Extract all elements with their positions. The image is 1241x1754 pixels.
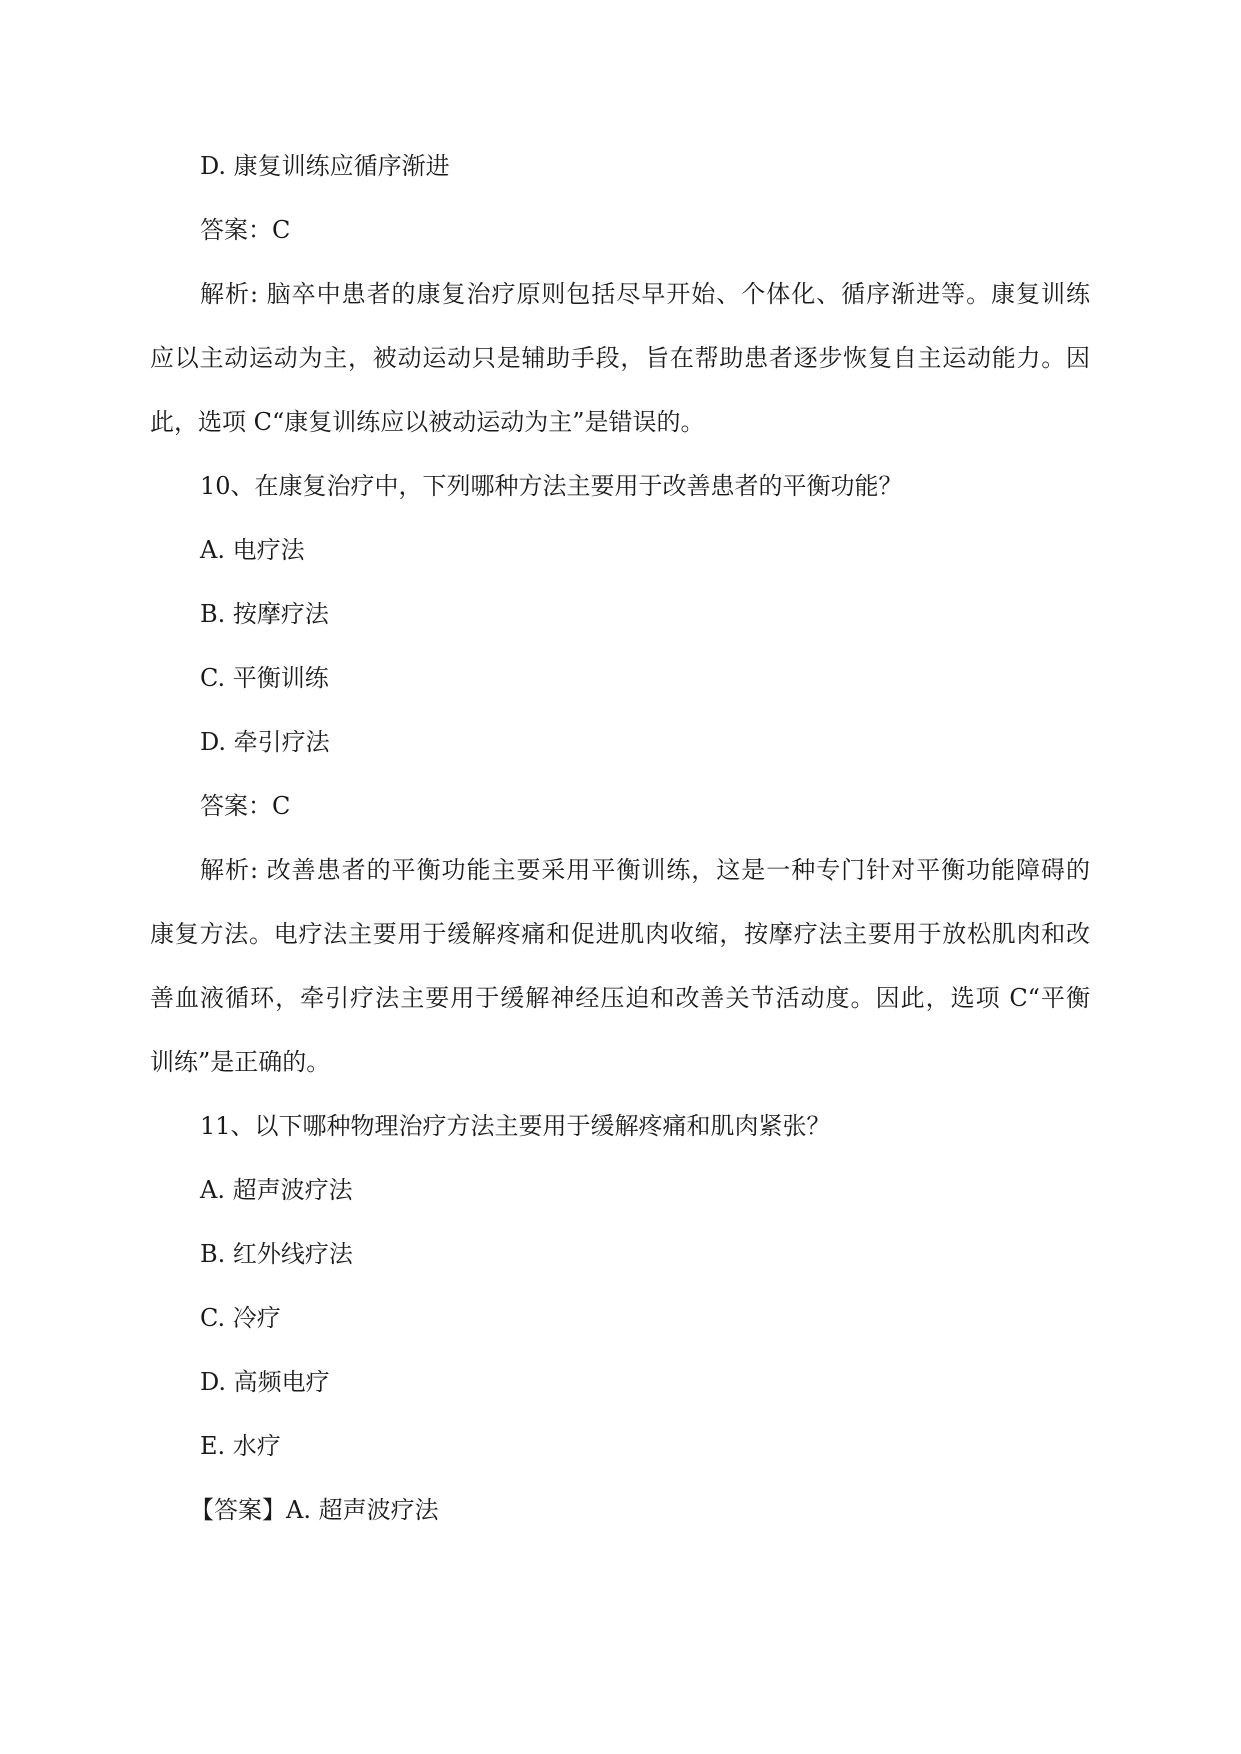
q11-answer: 【答案】A. 超声波疗法 [190, 1496, 439, 1524]
q11-option-e: E. 水疗 [200, 1432, 281, 1460]
q10-answer: 答案：C [200, 792, 291, 820]
q10-option-c: C. 平衡训练 [200, 664, 329, 692]
q10-explanation-line-1: 解析: 改善患者的平衡功能主要采用平衡训练，这是一种专门针对平衡功能障碍的 [200, 856, 1090, 884]
q11-option-b: B. 红外线疗法 [200, 1240, 353, 1268]
q10-option-a: A. 电疗法 [200, 536, 305, 564]
q11-option-a: A. 超声波疗法 [200, 1176, 353, 1204]
q10-option-d: D. 牵引疗法 [200, 728, 330, 756]
q9-explanation-line-2: 应以主动运动为主，被动运动只是辅助手段，旨在帮助患者逐步恢复自主运动能力。因 [150, 344, 1090, 372]
q11-option-d: D. 高频电疗 [200, 1368, 330, 1396]
q10-explanation-line-4: 训练”是正确的。 [150, 1048, 331, 1076]
q10-explanation-line-2: 康复方法。电疗法主要用于缓解疼痛和促进肌肉收缩，按摩疗法主要用于放松肌肉和改 [150, 920, 1090, 948]
q10-option-b: B. 按摩疗法 [200, 600, 329, 628]
q11-option-c: C. 冷疗 [200, 1304, 281, 1332]
q10-explanation-line-3: 善血液循环，牵引疗法主要用于缓解神经压迫和改善关节活动度。因此，选项 C“平衡 [150, 984, 1090, 1012]
q9-explanation-line-3: 此，选项 C“康复训练应以被动运动为主”是错误的。 [150, 408, 705, 436]
q9-explanation-line-1: 解析: 脑卒中患者的康复治疗原则包括尽早开始、个体化、循序渐进等。康复训练 [200, 280, 1090, 308]
q9-option-d: D. 康复训练应循序渐进 [200, 152, 450, 180]
q9-answer: 答案：C [200, 216, 291, 244]
q11-question: 11、以下哪种物理治疗方法主要用于缓解疼痛和肌肉紧张？ [200, 1112, 831, 1140]
q10-question: 10、在康复治疗中，下列哪种方法主要用于改善患者的平衡功能？ [200, 472, 903, 500]
